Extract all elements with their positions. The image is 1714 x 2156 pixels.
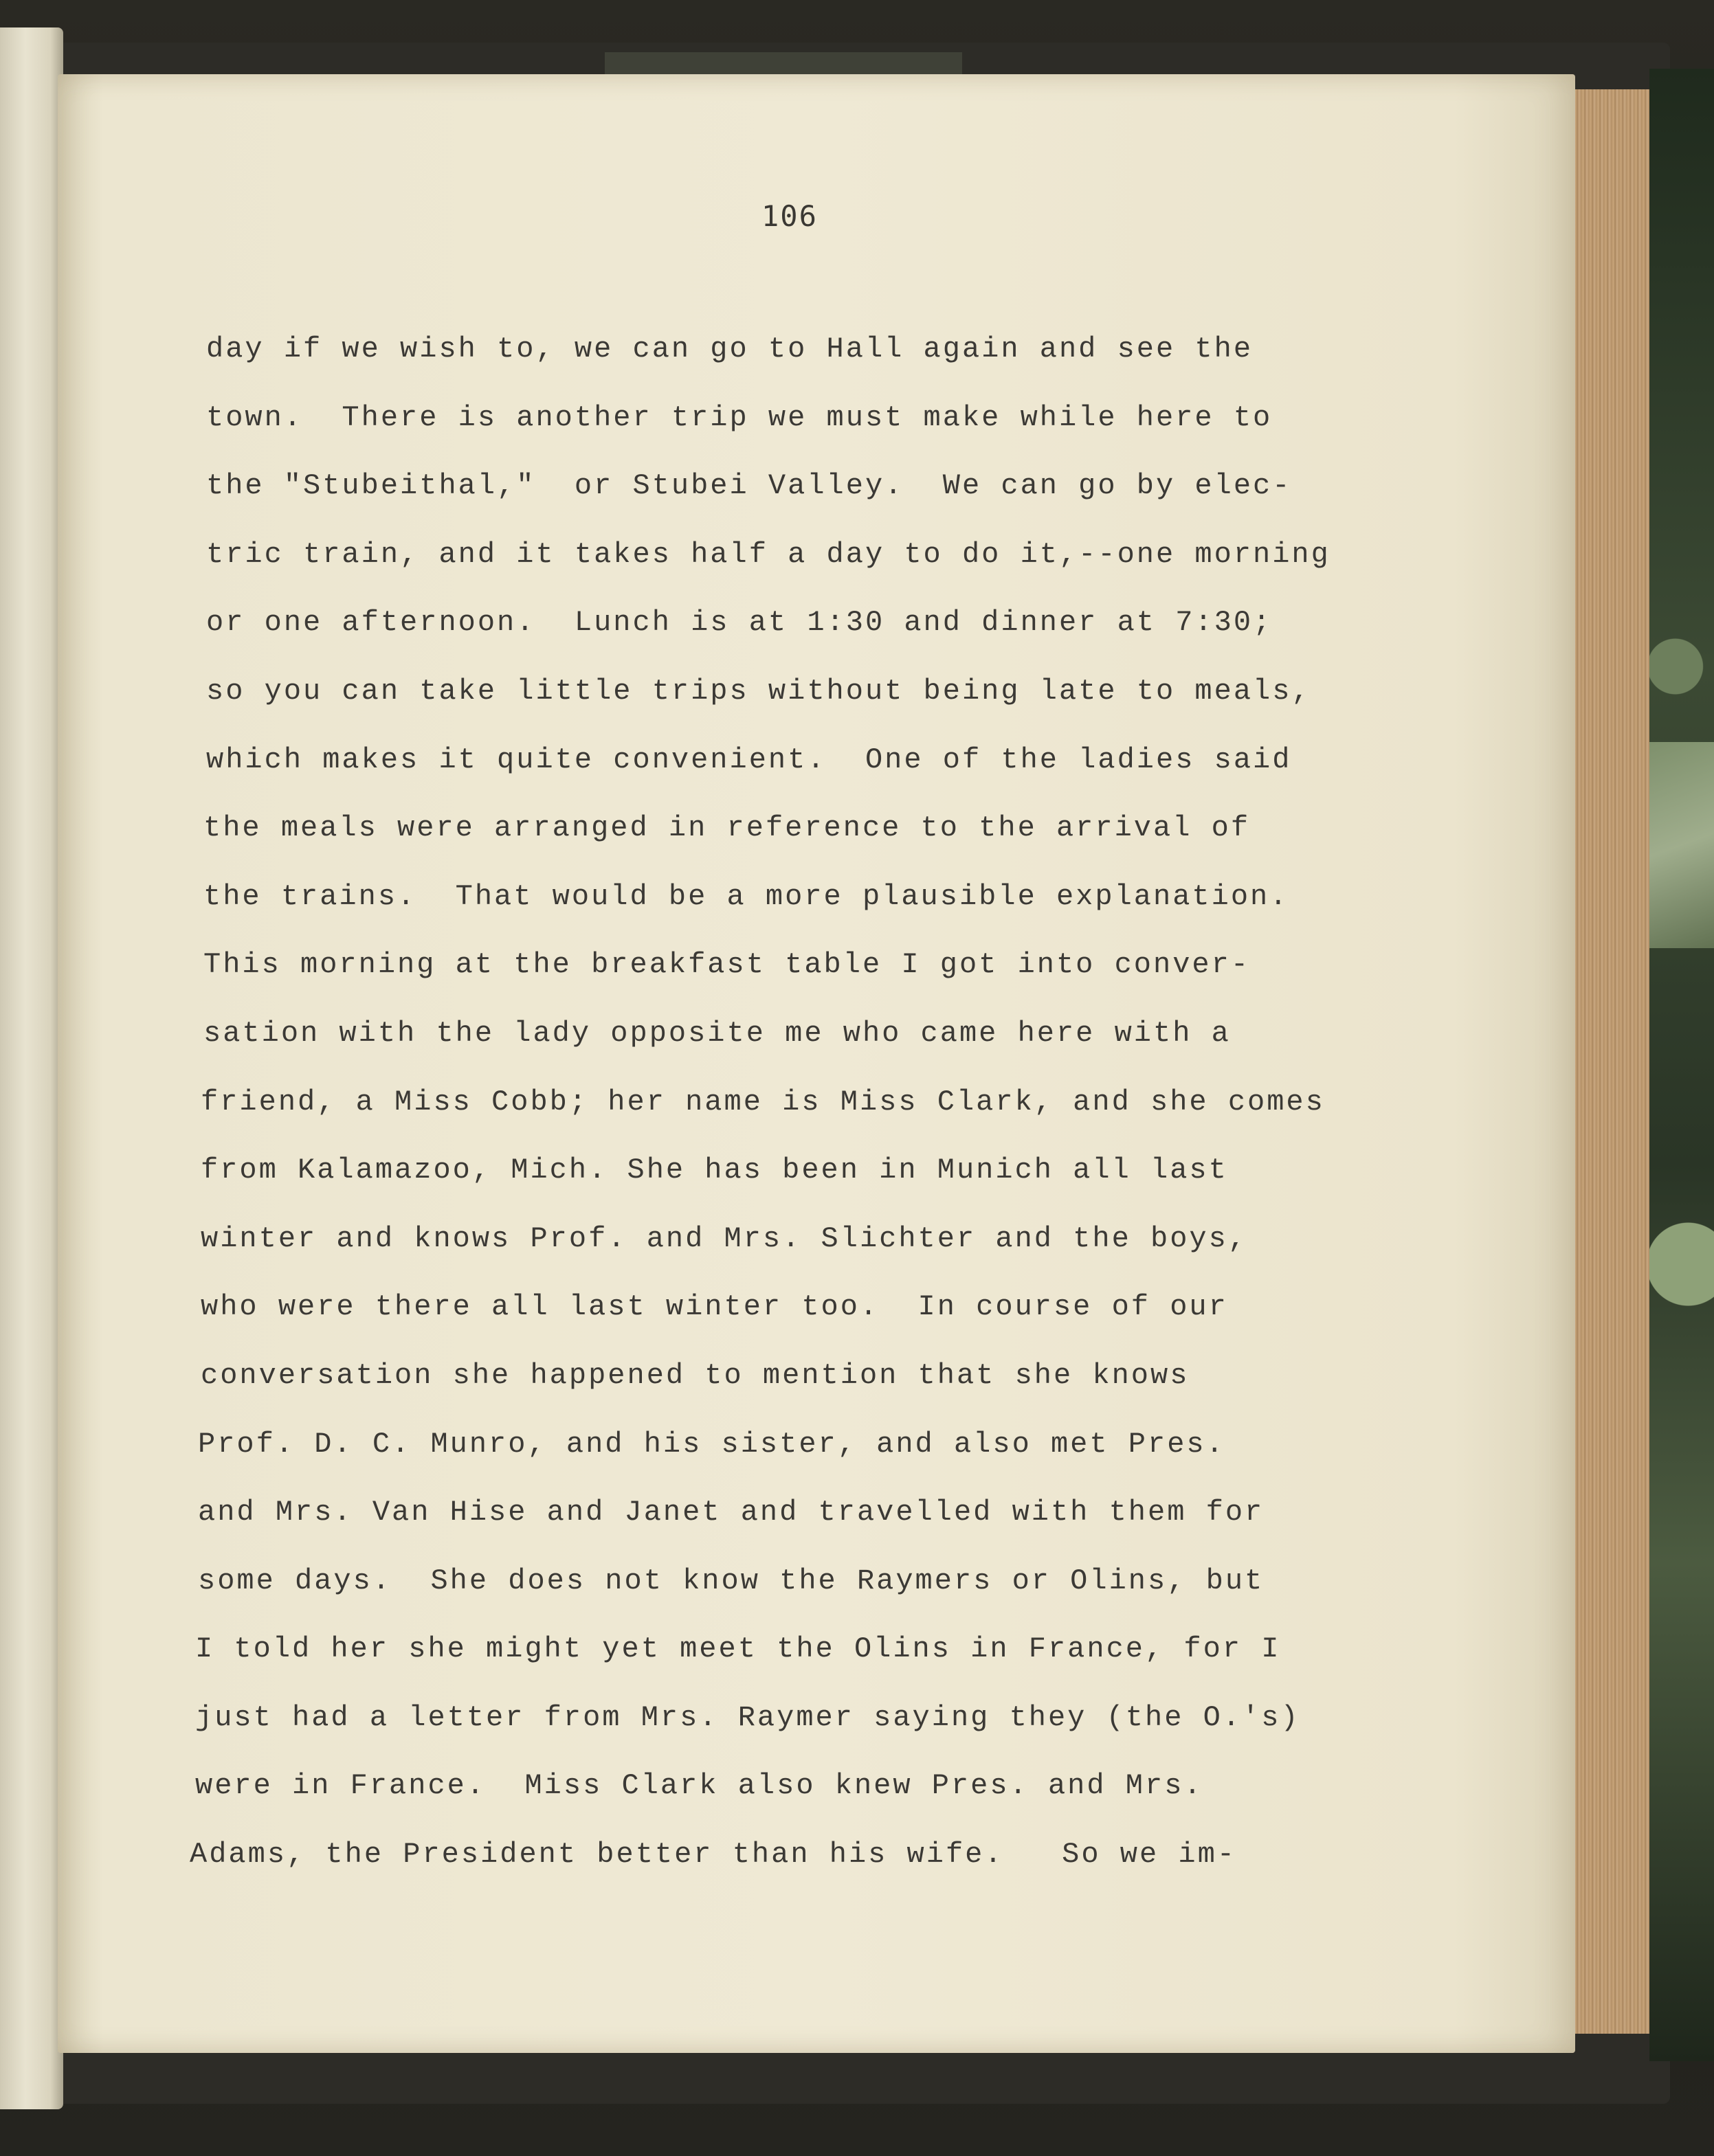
typed-text-body bbox=[190, 328, 1443, 1902]
text-line: and Mrs. Van Hise and Janet and travelled with them for bbox=[198, 1496, 1265, 1529]
text-line: I told her she might yet meet the Olins in France, for I bbox=[195, 1632, 1281, 1666]
facing-page-edge bbox=[0, 27, 63, 2109]
text-line: the meals were arranged in reference to the arrival of bbox=[203, 811, 1251, 845]
text-line: so you can take little trips without being late to meals, bbox=[206, 674, 1311, 708]
text-line: were in France. Miss Clark also knew Pres. and Mrs. bbox=[195, 1769, 1203, 1803]
text-line: who were there all last winter too. In course of our bbox=[201, 1290, 1228, 1324]
text-line: Prof. D. C. Munro, and his sister, and also met Pres. bbox=[198, 1427, 1225, 1461]
text-line: Adams, the President better than his wife. So we im- bbox=[190, 1838, 1237, 1872]
text-line: This morning at the breakfast table I got into conver- bbox=[203, 948, 1251, 982]
text-line: tric train, and it takes half a day to do it,--one morning bbox=[206, 537, 1331, 571]
text-line: just had a letter from Mrs. Raymer saying they (the O.'s) bbox=[195, 1700, 1300, 1734]
text-line: some days. She does not know the Raymers or Olins, but bbox=[198, 1564, 1265, 1597]
text-line: from Kalamazoo, Mich. She has been in Munich all last bbox=[201, 1154, 1228, 1187]
marbled-endpaper bbox=[1649, 69, 1714, 2061]
text-line: or one afternoon. Lunch is at 1:30 and dinner at 7:30; bbox=[206, 606, 1273, 640]
text-line: the "Stubeithal," or Stubei Valley. We can go by elec- bbox=[206, 469, 1292, 503]
text-line: which makes it quite convenient. One of the ladies said bbox=[206, 743, 1292, 776]
text-line: winter and knows Prof. and Mrs. Slichter and the boys, bbox=[201, 1222, 1248, 1255]
text-line: day if we wish to, we can go to Hall again and see the bbox=[206, 333, 1254, 366]
text-line: town. There is another trip we must make while here to bbox=[206, 401, 1273, 434]
text-line: conversation she happened to mention that she knows bbox=[201, 1358, 1190, 1392]
text-line: the trains. That would be a more plausible explanation. bbox=[203, 879, 1289, 913]
page-number: 106 bbox=[761, 199, 818, 233]
text-line: friend, a Miss Cobb; her name is Miss Clark, and she comes bbox=[201, 1085, 1325, 1119]
text-line: sation with the lady opposite me who came here with a bbox=[203, 1016, 1231, 1050]
